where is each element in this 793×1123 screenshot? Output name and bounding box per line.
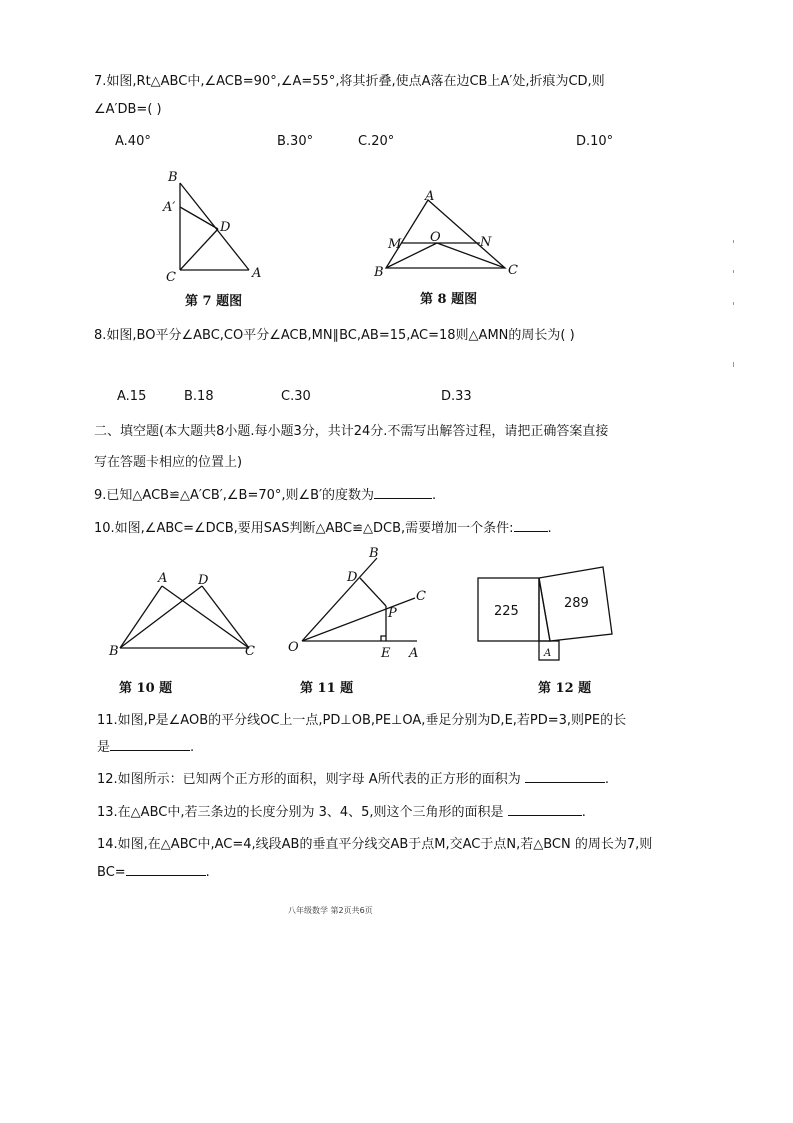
q8-option-d: D.33 — [441, 389, 472, 404]
margin-mark — [733, 270, 734, 273]
section-2-heading-line1: 二、填空题(本大题共8小题.每小题3分，共计24分.不需写出解答过程，请把正确答案直接 — [94, 424, 609, 439]
q9-answer-blank[interactable] — [374, 486, 432, 499]
fig8-caption: 第 8 题图 — [420, 292, 478, 307]
q14-end: . — [205, 865, 210, 880]
q14-stem-line2: BC= — [97, 865, 126, 880]
fig10-label-a: A — [158, 571, 168, 586]
fig10-side-ac — [162, 586, 249, 648]
fig12-right-triangle — [539, 578, 550, 641]
fig11-ray-ob — [302, 558, 377, 641]
q14-answer-blank[interactable] — [126, 863, 206, 876]
q7-option-c: C.20° — [358, 134, 395, 149]
q7-option-a: A.40° — [115, 134, 151, 149]
fig10-side-dc — [202, 586, 249, 648]
fig8-label-m: M — [388, 237, 402, 252]
figure-11 — [285, 543, 445, 663]
fig7-label-c: C — [166, 270, 176, 285]
q12-stem: 12.如图所示：已知两个正方形的面积，则字母 A所代表的正方形的面积为 — [97, 772, 521, 787]
figure-10 — [106, 570, 266, 665]
q13-stem: 13.在△ABC中,若三条边的长度分别为 3、4、5,则这个三角形的面积是 — [97, 805, 504, 820]
section-2-heading-line2: 写在答题卡相应的位置上) — [94, 455, 243, 470]
fig12-caption: 第 12 题 — [538, 681, 592, 696]
fig7-label-d: D — [220, 220, 231, 235]
q7-option-d: D.10° — [576, 134, 614, 149]
fig11-caption: 第 11 题 — [300, 681, 354, 696]
fig8-label-a: A — [425, 189, 435, 204]
fig12-area-225: 225 — [494, 604, 519, 619]
fig11-label-o: O — [288, 640, 299, 655]
fig7-label-b: B — [168, 170, 178, 185]
margin-mark — [733, 362, 734, 367]
fig10-caption: 第 10 题 — [119, 681, 173, 696]
q11-answer-blank[interactable] — [110, 738, 190, 751]
fig8-label-b: B — [374, 265, 384, 280]
fig7-caption: 第 7 题图 — [185, 294, 243, 309]
q11-stem-line2: 是 — [97, 740, 111, 755]
q11-line2 — [97, 736, 194, 755]
fig7-label-a-prime: A′ — [163, 200, 176, 215]
fig12-area-289: 289 — [564, 596, 589, 611]
q9 — [94, 484, 436, 503]
fig11-label-p: P — [388, 606, 397, 621]
margin-mark — [733, 240, 734, 243]
q7-stem-line1: 7.如图,Rt△ABC中,∠ACB=90°,∠A=55°,将其折叠,使点A落在边CB上A′处,折痕为CD,则 — [94, 74, 605, 89]
figure-12 — [470, 560, 630, 670]
fig11-label-d: D — [347, 570, 358, 585]
q13-end: . — [581, 805, 586, 820]
figure-8 — [370, 190, 530, 285]
q12 — [97, 768, 609, 787]
q10-end: . — [547, 521, 552, 536]
q10-answer-blank[interactable] — [514, 519, 548, 532]
q8-option-b: B.18 — [184, 389, 214, 404]
q13 — [97, 801, 586, 820]
q7-stem-line2: ∠A′DB=( ) — [94, 102, 162, 117]
fig8-segment-oc — [437, 243, 505, 268]
q7-option-b: B.30° — [277, 134, 314, 149]
q13-answer-blank[interactable] — [508, 803, 582, 816]
fig11-label-c: C — [416, 589, 426, 604]
fig7-label-a: A — [252, 266, 262, 281]
fig8-label-n: N — [480, 235, 492, 250]
fig11-label-b: B — [369, 546, 379, 561]
q8-option-a: A.15 — [117, 389, 147, 404]
page-footer: 八年级数学 第2页共6页 — [288, 906, 373, 915]
fig10-label-b: B — [109, 644, 119, 659]
fig11-label-e: E — [381, 646, 391, 661]
q11-stem-line1: 11.如图,P是∠AOB的平分线OC上一点,PD⊥OB,PE⊥OA,垂足分别为D,E,若PD=3,则PE的长 — [97, 713, 627, 728]
q9-stem: 9.已知△ACB≌△A′CB′,∠B=70°,则∠B′的度数为 — [94, 488, 375, 503]
q12-end: . — [604, 772, 609, 787]
figure-7 — [150, 165, 270, 290]
fig11-right-angle-mark — [381, 636, 386, 641]
q10 — [94, 517, 552, 536]
q8-option-c: C.30 — [281, 389, 311, 404]
q14-line2 — [97, 863, 210, 880]
fig10-side-bd — [120, 586, 202, 648]
fig8-label-o: O — [430, 230, 441, 245]
margin-mark — [733, 302, 734, 305]
fig12-label-a: A — [544, 648, 552, 659]
q14-stem-line1: 14.如图,在△ABC中,AC=4,线段AB的垂直平分线交AB于点M,交AC于点N,若△BCN 的周长为7,则 — [97, 837, 653, 852]
fig7-segment-a-prime-d — [180, 207, 218, 229]
fig7-fold-cd — [180, 229, 218, 270]
fig8-triangle-abc — [386, 200, 505, 268]
q9-end: . — [432, 488, 437, 503]
fig11-ray-oc — [302, 598, 415, 641]
fig8-label-c: C — [508, 263, 518, 278]
fig10-label-c: C — [245, 644, 255, 659]
fig10-label-d: D — [198, 573, 209, 588]
fig10-side-ba — [120, 586, 162, 648]
q12-answer-blank[interactable] — [525, 770, 605, 783]
fig11-label-a: A — [409, 646, 419, 661]
q11-end: . — [190, 740, 195, 755]
q8-stem: 8.如图,BO平分∠ABC,CO平分∠ACB,MN∥BC,AB=15,AC=18则△AMN的周长为( ) — [94, 328, 575, 343]
fig11-segment-pd — [360, 578, 386, 606]
q10-stem: 10.如图,∠ABC=∠DCB,要用SAS判断△ABC≌△DCB,需要增加一个条件: — [94, 521, 514, 536]
